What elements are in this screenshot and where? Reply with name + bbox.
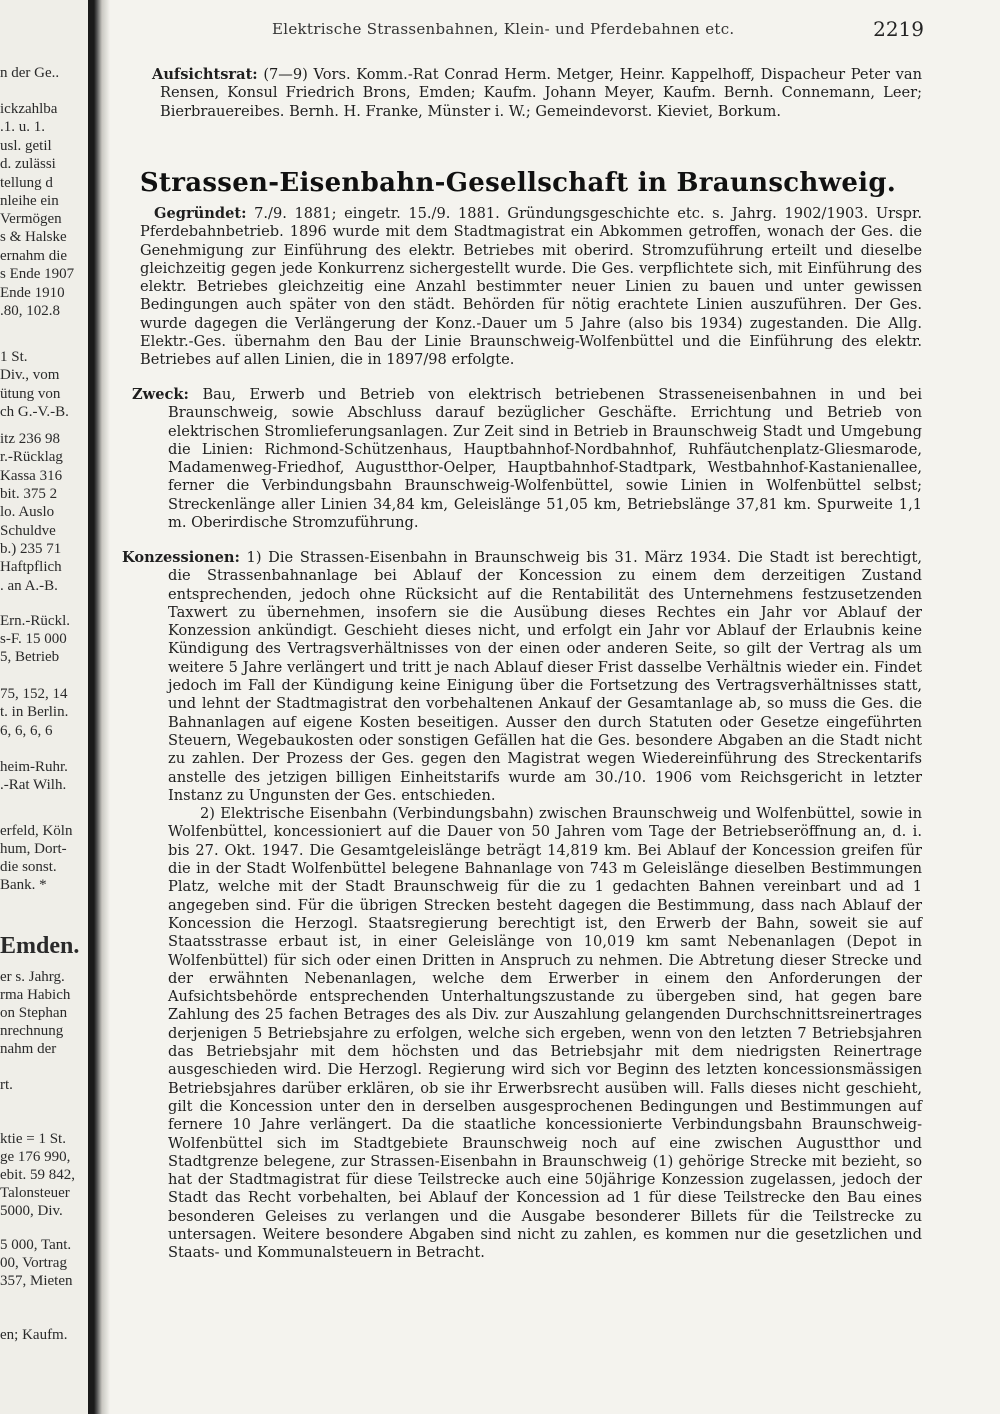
- adjacent-page-line: bit. 375 2: [0, 486, 58, 502]
- page-number: 2219: [873, 17, 924, 41]
- adjacent-page-line: itz 236 98: [0, 431, 60, 447]
- adjacent-page-line: erfeld, Köln: [0, 823, 73, 839]
- zweck-label: Zweck:: [132, 386, 189, 403]
- adjacent-page-line: Div., vom: [0, 367, 60, 383]
- adjacent-page-line: Bank. *: [0, 877, 47, 893]
- adjacent-page-line: .1. u. 1.: [0, 119, 45, 135]
- adjacent-page-line: er s. Jahrg.: [0, 969, 65, 985]
- adjacent-page-line: .80, 102.8: [0, 303, 60, 319]
- adjacent-page-line: Talonsteuer: [0, 1185, 70, 1201]
- konzessionen-text-2: 2) Elektrische Eisenbahn (Verbindungsbahn) zwischen Braunschweig und Wolfenbüttel, sowie in Wolfenbüttel, koncessioniert auf die Dauer von 50 Jahren vom Tage der Betriebseröffnung an, d. i. bis 27. Okt. 1947. Die Gesamtgeleislänge beträgt 14,819 km. Bei Ablauf der Koncession greifen für die in der Stadt Wolfenbüttel belegene Bahnanlage von 743 m Geleislänge dieselben Bestimmungen Platz, welche mit der Stadt Braunschweig für die zu 1 gedachten Bahnen vereinbart und ad 1 angegeben sind. Für die übrigen Strecken besteht dagegen die Bestimmung, dass nach Ablauf der Koncession die Herzogl. Staatsregierung berechtigt ist, den Erwerb der Bahn, soweit sie auf Staatsstrasse erbaut ist, in einer Geleislänge von 10,019 km samt Nebenanlagen (Depot in Wolfenbüttel) für sich oder einen Dritten in Anspruch zu nehmen. Die Abtretung dieser Strecke und der erwähnten Nebenanlagen, welche dem Erwerber in einem den Anforderungen der Aufsichtsbehörde entsprechenden Unterhaltungszustande zu übergeben sind, hat gegen bare Zahlung des 25 fachen Betrages des als Div. zur Auszahlung gelangenden Durchschnittsreinertrages derjenigen 5 Betriebsjahre zu erfolgen, welche sich ergeben, wenn von den letzten 7 Betriebsjahren das Betriebsjahr mit dem höchsten und das Betriebsjahr mit dem niedrigsten Reinertrage ausgeschieden wird. Die Herzogl. Regierung wird sich vor Beginn des letzten koncessionsmässigen Betriebsjahres darüber erklären, ob sie ihr Erwerbsrecht ausüben will. Falls dieses nicht geschieht, gilt die Koncession unter den in derselben ausgesprochenen Bedingungen und Bestimmungen auf fernere 10 Jahre verlängert. Da die staatliche koncessionierte Verbindungsbahn Braunschweig-Wolfenbüttel sich im Stadtgebiete Braunschweig noch auf eine zwischen Augustthor und Stadtgrenze belegene, zur Strassen-Eisenbahn in Braunschweig (1) gehörige Strecke mit bezieht, so hat der Stadtmagistrat für diese Teilstrecke auch eine 50jährige Konzession zugelassen, jedoch der Stadt das Recht vorbehalten, bei Ablauf der Koncession ad 1 für diese Teilstrecke den Bau eines besonderen Geleises zu verlangen und die Ausgabe besonderer Billets für die Teilstrecke zu untersagen. Weitere besondere Abgaben sind nicht zu zahlen, es kommen nur die gesetzlichen und Staats- und Kommunalsteuern in Betracht.: [168, 805, 922, 1262]
- gegruendet-section: [122, 205, 922, 370]
- adjacent-page-line: die sonst.: [0, 859, 57, 875]
- adjacent-page-fragment: [0, 0, 92, 1414]
- adjacent-page-line: n der Ge..: [0, 65, 60, 81]
- running-head-title: Elektrische Strassenbahnen, Klein- und Pferdebahnen etc.: [272, 20, 735, 38]
- adjacent-page-line: 5000, Div.: [0, 1203, 63, 1219]
- adjacent-page-line: Ern.-Rückl.: [0, 613, 70, 629]
- adjacent-page-line: 5 000, Tant.: [0, 1237, 72, 1253]
- adjacent-page-line: hum, Dort-: [0, 841, 67, 857]
- adjacent-page-line: d. zulässi: [0, 156, 56, 172]
- aufsichtsrat-label: Aufsichtsrat:: [152, 66, 258, 83]
- adjacent-page-line: ütung von: [0, 386, 61, 402]
- adjacent-page-line: Ende 1910: [0, 285, 65, 301]
- adjacent-page-line: 75, 152, 14: [0, 686, 68, 702]
- adjacent-page-line: ch G.-V.-B.: [0, 404, 69, 420]
- adjacent-page-line: usl. getil: [0, 138, 52, 154]
- adjacent-page-line: en; Kaufm.: [0, 1327, 68, 1343]
- running-head: [112, 17, 924, 44]
- adjacent-page-line: Haftpflich: [0, 559, 62, 575]
- aufsichtsrat-text: (7—9) Vors. Komm.-Rat Conrad Herm. Metger, Heinr. Kappelhoff, Dispacheur Peter van Rensen, Konsul Friedrich Brons, Emden; Kaufm. Johann Meyer, Kaufm. Bernh. Connemann, Leer; Bierbrauereibes. Bernh. H. Franke, Münster i. W.; Gemeindevorst. Kieviet, Borkum.: [160, 66, 922, 120]
- adjacent-page-line: s-F. 15 000: [0, 631, 67, 647]
- adjacent-page-line: b.) 235 71: [0, 541, 62, 557]
- adjacent-page-line: ernahm die: [0, 248, 68, 264]
- zweck-section: [122, 386, 922, 532]
- adjacent-page-line: Kassa 316: [0, 468, 63, 484]
- adjacent-page-line: ickzahlba: [0, 101, 58, 117]
- gegruendet-text: 7./9. 1881; eingetr. 15./9. 1881. Gründungsgeschichte etc. s. Jahrg. 1902/1903. Urspr. Pferdebahnbetrieb. 1896 wurde mit dem Stadtmagistrat ein Abkommen getroffen, wonach der Ges. die Genehmigung zur Einführung des elektr. Betriebes mit oberird. Stromzuführung erteilt und dieselbe gleichzeitig gegen jede Konkurrenz sichergestellt wurde. Die Ges. verpflichtete sich, mit Einführung des elektr. Betriebes gleichzeitig eine Anzahl bestimmter neuer Linien zu bauen und unter gewissen Bedingungen auch später von den städt. Behörden für nötig erachtete Linien auszuführen. Der Ges. wurde dagegen die Verlängerung der Konz.-Dauer um 5 Jahre (also bis 1934) zugestanden. Die Allg. Elektr.-Ges. übernahm den Bau der Linie Braunschweig-Wolfenbüttel und die Einführung des elektr. Betriebes auf allen Linien, die in 1897/98 erfolgte.: [140, 205, 922, 369]
- adjacent-page-line: rt.: [0, 1077, 13, 1093]
- adjacent-page-line: . an A.-B.: [0, 578, 58, 594]
- adjacent-page-line: nrechnung: [0, 1023, 64, 1039]
- adjacent-page-line: r.-Rücklag: [0, 449, 63, 465]
- adjacent-page-line: lo. Auslo: [0, 504, 55, 520]
- adjacent-page-line: s Ende 1907: [0, 266, 75, 282]
- adjacent-page-line: t. in Berlin.: [0, 704, 69, 720]
- adjacent-page-line: ebit. 59 842,: [0, 1167, 75, 1183]
- adjacent-page-line: 357, Mieten: [0, 1273, 73, 1289]
- adjacent-page-line: nleihe ein: [0, 193, 59, 209]
- adjacent-page-line: 5, Betrieb: [0, 649, 60, 665]
- zweck-text: Bau, Erwerb und Betrieb von elektrisch betriebenen Strasseneisenbahnen in und bei Braunschweig, sowie Abschluss darauf bezüglicher Geschäfte. Errichtung und Betrieb von elektrischen Stromlieferungsanlagen. Zur Zeit sind in Betrieb in Braunschweig Stadt und Umgebung die Linien: Richmond-Schützenhaus, Hauptbahnhof-Nordbahnhof, Ruhfäutchenplatz-Gliesmarode, Madamenweg-Friedhof, Augustthor-Oelper, Hauptbahnhof-Stadtpark, Westbahnhof-Kastanienallee, ferner die Verbindungsbahn Braunschweig-Wolfenbüttel, sowie Linien in Wolfenbüttel selbst; Streckenlänge aller Linien 34,84 km, Geleislänge 51,05 km, Betriebslänge 37,81 km. Spurweite 1,1 m. Oberirdische Stromzuführung.: [168, 386, 922, 532]
- company-heading: Strassen-Eisenbahn-Gesellschaft in Braunschweig.: [139, 168, 897, 198]
- adjacent-page-line: .-Rat Wilh.: [0, 777, 67, 793]
- adjacent-page-line: tellung d: [0, 175, 53, 191]
- adjacent-page-line: s & Halske: [0, 229, 67, 245]
- adjacent-page-line: heim-Ruhr.: [0, 759, 68, 775]
- konzessionen-text-1: 1) Die Strassen-Eisenbahn in Braunschweig bis 31. März 1934. Die Stadt ist berechtigt, die Strassenbahnanlage bei Ablauf der Koncession zu einem dem derzeitigen Zustand entsprechenden, jedoch ohne Rücksicht auf die Rentabilität des Unternehmens festzusetzenden Taxwert zu übernehmen, insofern sie die Ausübung dieses Rechtes ein Jahr vor Ablauf der Konzession ankündigt. Geschieht dieses nicht, und erfolgt ein Jahr vor Ablauf der Erlaubnis keine Kündigung des Vertragsverhältnisses von der einen oder anderen Seite, so gilt der Vertrag als um weitere 5 Jahre verlängert und tritt je nach Ablauf dieser Frist dasselbe Verhältnis wieder ein. Findet jedoch im Fall der Kündigung keine Einigung über die Fortsetzung des Vertragsverhältnisses statt, und lehnt der Stadtmagistrat den vorbehaltenen Ankauf der Gesamtanlage ab, so muss die Ges. die Bahnanlagen auf eigene Kosten beseitigen. Ausser den durch Statuten oder Gesetze eingeführten Steuern, Wegebaukosten oder sonstigen Gefällen hat die Ges. besondere Abgaben an die Stadt nicht zu zahlen. Der Prozess der Ges. gegen den Magistrat wegen Wiedereinführung des Streckentarifs anstelle des jetzigen billigen Einheitstarifs wurde am 30./10. 1906 vom Reichsgericht in letzter Instanz zu Ungunsten der Ges. entschieden.: [168, 549, 923, 804]
- adjacent-page-line: nahm der: [0, 1041, 57, 1057]
- gegruendet-label: Gegründet:: [154, 205, 247, 222]
- adjacent-page-line: ktie = 1 St.: [0, 1131, 66, 1147]
- adjacent-page-line: 1 St.: [0, 349, 28, 365]
- adjacent-page-line: 6, 6, 6, 6: [0, 723, 53, 739]
- adjacent-page-line: on Stephan: [0, 1005, 68, 1021]
- konzessionen-section: [122, 549, 922, 1263]
- adjacent-page-line: Schuldve: [0, 523, 56, 539]
- adjacent-page-line: rma Habich: [0, 987, 71, 1003]
- aufsichtsrat-section: [122, 66, 922, 121]
- konzessionen-label: Konzessionen:: [122, 549, 240, 566]
- book-gutter: [88, 0, 110, 1414]
- adjacent-page-line: 00, Vortrag: [0, 1255, 67, 1271]
- adjacent-page-line: Emden.: [0, 933, 80, 959]
- adjacent-page-line: Vermögen: [0, 211, 62, 227]
- document-page: [112, 0, 924, 1414]
- adjacent-page-line: ge 176 990,: [0, 1149, 71, 1165]
